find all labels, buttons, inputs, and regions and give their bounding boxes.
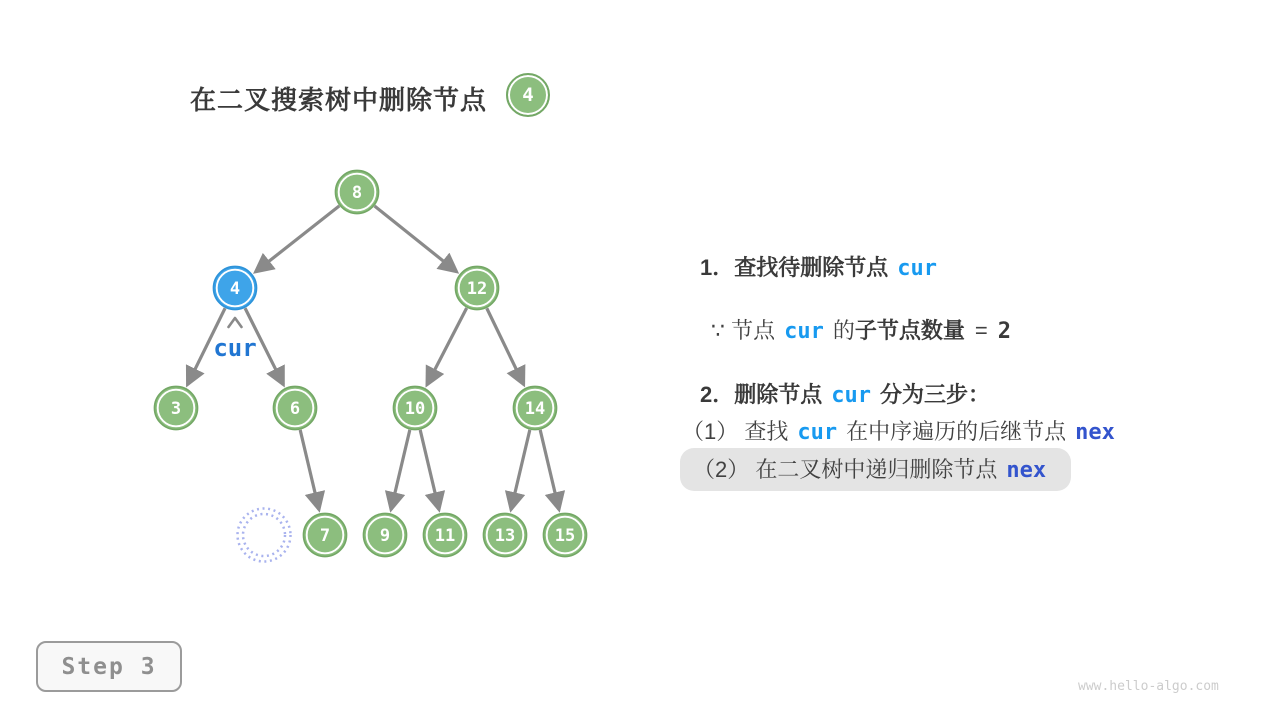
tree-node-7: [304, 514, 347, 557]
child-count-label: 子节点数量: [854, 318, 965, 343]
cur-code-token: cur: [797, 420, 838, 445]
cur-pointer-label: cur: [213, 334, 257, 362]
tree-node-8: [336, 171, 379, 214]
nex-code-token: nex: [1006, 458, 1047, 483]
tree-node-9: [364, 514, 407, 557]
removed-node-placeholder: [238, 509, 291, 562]
tree-node-value: 3: [170, 399, 182, 419]
tree-node-12: [456, 267, 499, 310]
tree-node-11: [424, 514, 467, 557]
tree-node-value: 15: [554, 526, 576, 546]
tree-node-10: [394, 387, 437, 430]
tree-node-value: 11: [434, 526, 456, 546]
step-indicator-label: Step 3: [61, 653, 157, 680]
tree-node-value: 14: [524, 399, 546, 419]
tree-node-value: 6: [289, 399, 301, 419]
cur-code-token: cur: [897, 256, 937, 281]
cur-pointer-caret-icon: [229, 318, 242, 327]
tree-node-6: [274, 387, 317, 430]
page-title: [190, 80, 487, 117]
tree-edge-8-4: [255, 206, 339, 272]
title-node-badge-value: 4: [522, 84, 534, 106]
equals-sign: =: [974, 318, 988, 343]
cur-code-token: cur: [784, 319, 824, 344]
substep1-text: （1） 查找: [682, 419, 789, 444]
substep1-text-2: 在中序遍历的后继节点: [846, 419, 1067, 444]
child-count-value: 2: [997, 319, 1012, 344]
title-node-badge: [506, 73, 550, 117]
tree-edge-8-12: [375, 206, 457, 272]
tree-edge-14-13: [511, 430, 530, 510]
tree-node-value: 9: [379, 526, 391, 546]
tree-node-value: 13: [494, 526, 516, 546]
tree-node-3: [155, 387, 198, 430]
because-text: ∵ 节点: [711, 318, 776, 343]
substep2-text: （2） 在二叉树中递归删除节点: [693, 457, 998, 482]
tree-edge-14-15: [540, 430, 559, 510]
tree-node-value: 4: [229, 279, 241, 299]
step1-heading: [700, 251, 946, 282]
tree-edge-12-14: [487, 308, 524, 384]
watermark: www.hello-algo.com: [1078, 679, 1219, 694]
step2-heading: [700, 378, 990, 409]
tree-node-value: 12: [466, 279, 488, 299]
tree-edge-6-7: [300, 430, 319, 510]
tree-node-14: [514, 387, 557, 430]
tree-edge-12-10: [427, 308, 467, 385]
nex-code-token: nex: [1075, 420, 1115, 445]
step2-heading-text-2: 分为三步：: [880, 382, 991, 407]
substep1-line: [682, 415, 1124, 446]
tree-node-15: [544, 514, 587, 557]
tree-node-value: 10: [404, 399, 426, 419]
substep2-highlighted-line: [680, 448, 1071, 491]
tree-edge-10-9: [391, 430, 410, 510]
tree-edge-10-11: [420, 430, 439, 510]
step-indicator: [36, 641, 182, 692]
because-line: [711, 314, 1011, 345]
cur-code-token: cur: [831, 383, 871, 408]
tree-node-value: 8: [351, 183, 363, 203]
page-title-text: 在二叉搜索树中删除节点: [190, 85, 488, 115]
tree-node-4: [214, 267, 257, 310]
step1-heading-text: 1．查找待删除节点: [700, 255, 889, 280]
step2-heading-text: 2．删除节点: [700, 382, 823, 407]
tree-node-13: [484, 514, 527, 557]
tree-node-value: 7: [319, 526, 331, 546]
because-text-2: 的: [832, 318, 855, 343]
